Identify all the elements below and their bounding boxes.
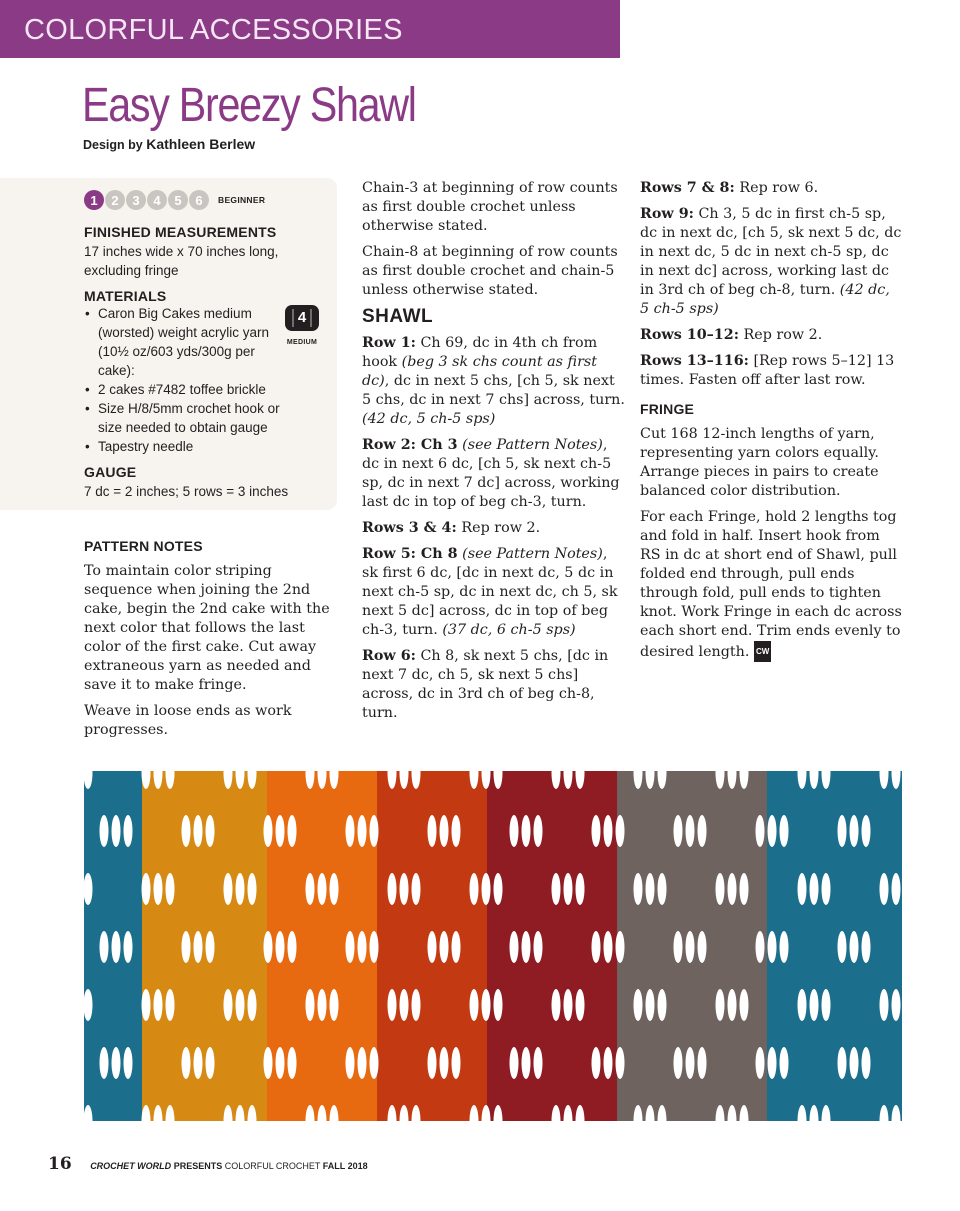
mesh-hole [850,931,859,963]
rows-3-4-instruction: Rows 3 & 4: Rep row 2. [362,520,541,536]
mesh-hole [634,989,643,1021]
mesh-hole [880,989,889,1021]
mesh-hole [698,1047,707,1079]
materials-list [84,304,304,456]
mesh-hole [428,1047,437,1079]
mesh-hole [276,931,285,963]
mesh-hole [756,1047,765,1079]
mesh-hole [552,873,561,905]
mesh-hole [358,931,367,963]
material-subitem: • 2 cakes #7482 toffee brickle [84,380,304,399]
shawl-photo [84,771,902,1121]
mesh-hole [892,873,901,905]
mesh-hole [862,815,871,847]
mesh-hole [112,815,121,847]
mesh-hole [112,1047,121,1079]
mesh-hole [798,989,807,1021]
row-6-instruction: Row 6: Ch 8, sk next 5 chs, [dc in next 7 dc, ch 5, sk next 5 chs] across, dc in 3rd ch of beg ch-8, turn. [362,648,609,721]
note-paragraph: Chain-8 at beginning of row counts as first double crochet and chain-5 unless otherwise stated. [362,244,618,298]
mesh-hole [142,873,151,905]
materials-heading: MATERIALS [84,288,167,304]
mesh-hole [100,1047,109,1079]
mesh-hole [768,815,777,847]
mesh-hole [494,989,503,1021]
pattern-notes-heading: PATTERN NOTES [84,538,203,554]
mesh-hole [646,873,655,905]
mesh-hole [182,931,191,963]
season-label: FALL 2018 [322,1161,368,1171]
mesh-hole [370,815,379,847]
mesh-hole [592,815,601,847]
mesh-hole [412,989,421,1021]
page-footer [48,1154,368,1174]
skill-level-6: 6 [189,190,209,210]
page-title: Easy Breezy Shawl [82,79,416,132]
skill-level-3: 3 [126,190,146,210]
mesh-hole [822,873,831,905]
gauge-text: 7 dc = 2 inches; 5 rows = 3 inches [84,484,289,499]
fringe-paragraph: Cut 168 12-inch lengths of yarn, representing yarn colors equally. Arrange pieces in pairs to create balanced color distribution. [640,426,879,499]
mesh-hole [452,815,461,847]
mesh-hole [564,873,573,905]
mesh-hole [236,989,245,1021]
row-9-instruction: Row 9: Ch 3, 5 dc in first ch-5 sp, dc in next dc, [ch 5, sk next 5 dc, dc in next dc, 5 dc in next ch-5 sp, dc in next dc] across, working last dc in 3rd ch of beg ch-8, turn. (42 dc, 5 ch-5 sps) [640,206,902,317]
mesh-hole [522,815,531,847]
mesh-hole [756,931,765,963]
mesh-hole [224,989,233,1021]
mesh-hole [616,931,625,963]
materials-sidebar [0,178,337,510]
mesh-hole [756,815,765,847]
mesh-hole [780,1047,789,1079]
mesh-hole [166,873,175,905]
fringe-paragraph: For each Fringe, hold 2 lengths tog and fold in half. Insert hook from RS in dc at short end of Shawl, pull folded end through, pull ends through fold, pull ends to tighten knot. Work Fringe in each dc across each short end. Trim ends evenly to desired length. CW [640,509,902,660]
mesh-hole [604,815,613,847]
mesh-hole [552,989,561,1021]
section-label: COLORFUL ACCESSORIES [24,14,403,46]
byline [83,136,255,152]
mesh-hole [522,1047,531,1079]
mesh-hole [564,989,573,1021]
mesh-hole [822,989,831,1021]
mesh-hole [510,931,519,963]
mesh-hole [318,989,327,1021]
mesh-hole [100,815,109,847]
material-item: • Size H/8/5mm crochet hook or size needed to obtain gauge [84,399,304,437]
mesh-hole [388,873,397,905]
rows-7-8-instruction: Rows 7 & 8: Rep row 6. [640,180,819,196]
mesh-hole [674,815,683,847]
mesh-hole [494,873,503,905]
pattern-notes-paragraph: To maintain color striping sequence when joining the 2nd cake, begin the 2nd cake with the next color that follows the last color of the first cake. Cut away extraneous yarn as needed and save it to make fringe. [84,563,330,693]
mesh-hole [112,931,121,963]
mesh-hole [880,873,889,905]
mesh-hole [400,989,409,1021]
row-2-instruction: Row 2: Ch 3 (see Pattern Notes), dc in next 6 dc, [ch 5, sk next ch-5 sp, dc in next 7 dc] across, working last dc in top of beg ch-3, turn. [362,437,620,510]
mesh-hole [470,989,479,1021]
mesh-hole [674,1047,683,1079]
mesh-hole [728,873,737,905]
mesh-hole [616,1047,625,1079]
rows-13-116-instruction: Rows 13–116: [Rep rows 5–12] 13 times. Fasten off after last row. [640,353,895,388]
mesh-hole [288,815,297,847]
mesh-hole [206,931,215,963]
mesh-hole [194,815,203,847]
mesh-hole [838,1047,847,1079]
material-item: • Caron Big Cakes medium (worsted) weight acrylic yarn (10½ oz/603 yds/300g per cake): [84,304,273,380]
mesh-hole [604,1047,613,1079]
mesh-hole [288,931,297,963]
mesh-hole [658,873,667,905]
skill-level-1: 1 [84,190,104,210]
finished-measurements-heading: FINISHED MEASUREMENTS [84,224,277,240]
mesh-hole [288,1047,297,1079]
mesh-hole [358,815,367,847]
skill-level-2: 2 [105,190,125,210]
mesh-hole [616,815,625,847]
mesh-hole [810,873,819,905]
mesh-hole [428,815,437,847]
mesh-hole [440,815,449,847]
mesh-hole [224,873,233,905]
mesh-hole [182,815,191,847]
mesh-hole [440,1047,449,1079]
mesh-hole [142,989,151,1021]
mesh-hole [576,989,585,1021]
mesh-hole [264,1047,273,1079]
mesh-hole [686,815,695,847]
mesh-hole [522,931,531,963]
mesh-hole [534,1047,543,1079]
mesh-hole [264,931,273,963]
mesh-hole [194,1047,203,1079]
mesh-hole [658,989,667,1021]
mesh-hole [452,931,461,963]
skill-level-4: 4 [147,190,167,210]
finished-measurements-text: 17 inches wide x 70 inches long, excluding fringe [84,244,279,278]
mesh-hole [592,931,601,963]
mesh-hole [810,989,819,1021]
mesh-hole [306,873,315,905]
mesh-hole [400,873,409,905]
mesh-hole [470,873,479,905]
mesh-hole [306,989,315,1021]
mesh-hole [634,873,643,905]
mesh-hole [154,989,163,1021]
mesh-hole [276,1047,285,1079]
mesh-hole [346,931,355,963]
mesh-hole [370,931,379,963]
mesh-hole [862,1047,871,1079]
gauge-heading: GAUGE [84,464,137,480]
mesh-hole [124,1047,133,1079]
yarn-skein-icon: 4 [285,305,319,331]
mesh-hole [780,815,789,847]
shawl-heading: SHAWL [362,306,434,327]
mesh-hole [358,1047,367,1079]
skill-level-5: 5 [168,190,188,210]
instructions-column-3 [640,179,902,669]
fringe-heading: FRINGE [640,401,695,417]
mesh-hole [276,815,285,847]
presents-label: PRESENTS [173,1161,223,1171]
mesh-hole [428,931,437,963]
designer-name: Kathleen Berlew [146,136,256,152]
mesh-hole [768,931,777,963]
instructions-column-2 [362,179,626,730]
mesh-hole [686,1047,695,1079]
mesh-hole [850,815,859,847]
mesh-hole [698,931,707,963]
mesh-hole [412,873,421,905]
section-banner [0,0,620,58]
note-paragraph: Chain-3 at beginning of row counts as first double crochet unless otherwise stated. [362,180,618,234]
mesh-hole [850,1047,859,1079]
publication-name: CROCHET WORLD [90,1161,172,1171]
mesh-hole [346,815,355,847]
end-mark-icon: CW [754,641,771,662]
skill-label: BEGINNER [218,194,266,205]
mesh-hole [206,815,215,847]
mesh-hole [330,873,339,905]
mesh-hole [716,989,725,1021]
mesh-hole [576,873,585,905]
mesh-hole [768,1047,777,1079]
mesh-hole [318,873,327,905]
mesh-hole [604,931,613,963]
yarn-weight-badge [283,305,321,349]
mesh-hole [166,989,175,1021]
mesh-hole [534,931,543,963]
mesh-hole [182,1047,191,1079]
mesh-hole [740,873,749,905]
mesh-hole [780,931,789,963]
mesh-hole [100,931,109,963]
mesh-hole [206,1047,215,1079]
rows-10-12-instruction: Rows 10–12: Rep row 2. [640,327,823,343]
mesh-hole [482,873,491,905]
mesh-hole [892,989,901,1021]
mesh-hole [248,989,257,1021]
mesh-hole [740,989,749,1021]
mesh-hole [592,1047,601,1079]
material-item: • Tapestry needle [84,437,304,456]
mesh-hole [124,931,133,963]
mesh-hole [798,873,807,905]
row-1-instruction: Row 1: Ch 69, dc in 4th ch from hook (beg 3 sk chs count as first dc), dc in next 5 chs, [ch 5, sk next 5 chs, dc in next 7 chs] across, turn. (42 dc, 5 ch-5 sps) [362,335,625,427]
skill-level-indicator [84,188,265,212]
page-number: 16 [48,1154,72,1174]
mesh-hole [330,989,339,1021]
byline-prefix: Design by [83,138,143,152]
yarn-stripe [142,771,269,1121]
mesh-hole [510,1047,519,1079]
mesh-hole [452,1047,461,1079]
mesh-hole [248,873,257,905]
mesh-hole [154,873,163,905]
mesh-hole [698,815,707,847]
mesh-hole [716,873,725,905]
row-5-instruction: Row 5: Ch 8 (see Pattern Notes), sk first 6 dc, [dc in next dc, 5 dc in next ch-5 sp, dc in next dc, ch 5, sk next 5 dc] across, dc in top of beg ch-3, turn. (37 dc, 6 ch-5 sps) [362,546,618,638]
mesh-hole [440,931,449,963]
mesh-hole [686,931,695,963]
mesh-hole [646,989,655,1021]
issue-name: COLORFUL CROCHET [224,1161,321,1171]
mesh-hole [674,931,683,963]
mesh-hole [510,815,519,847]
mesh-hole [482,989,491,1021]
yarn-weight-label: MEDIUM [286,339,318,346]
mesh-hole [534,815,543,847]
mesh-hole [264,815,273,847]
mesh-hole [838,931,847,963]
pattern-notes-column [84,537,336,747]
mesh-hole [728,989,737,1021]
mesh-hole [862,931,871,963]
mesh-hole [124,815,133,847]
pattern-notes-paragraph: Weave in loose ends as work progresses. [84,703,292,738]
mesh-hole [838,815,847,847]
mesh-hole [388,989,397,1021]
mesh-hole [370,1047,379,1079]
mesh-hole [236,873,245,905]
mesh-hole [346,1047,355,1079]
mesh-hole [194,931,203,963]
